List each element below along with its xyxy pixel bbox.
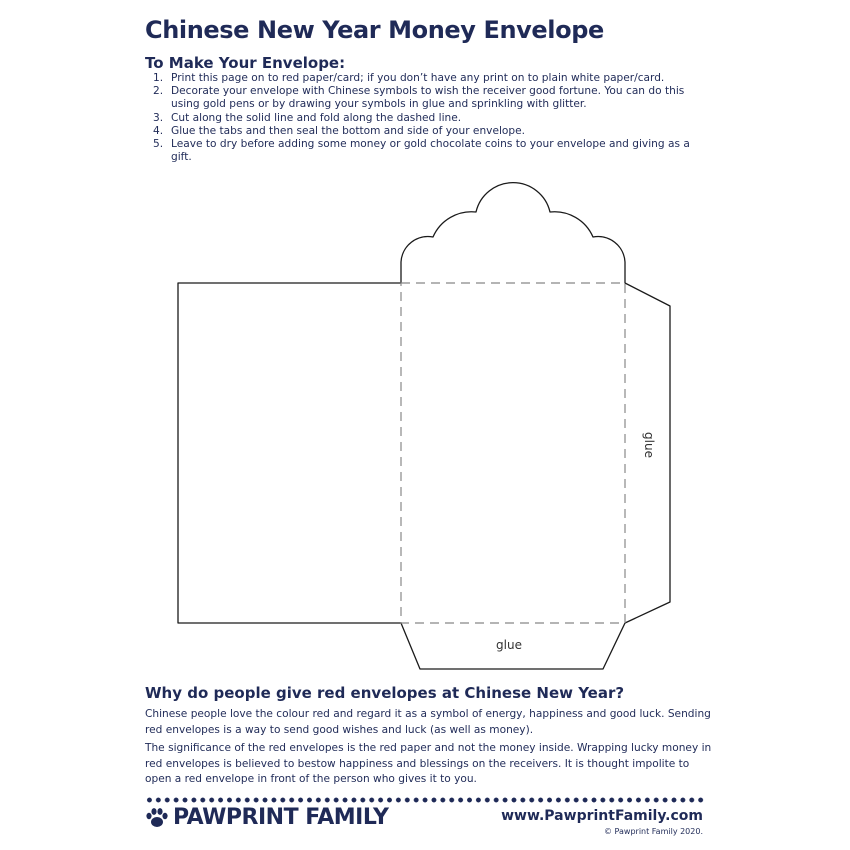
copyright-notice: © Pawprint Family 2020.: [604, 827, 703, 836]
step-number: 3.: [153, 111, 164, 124]
why-heading: Why do people give red envelopes at Chinese New Year?: [145, 684, 625, 702]
step-text: Print this page on to red paper/card; if you don’t have any print on to plain white paper/card.: [171, 72, 665, 84]
step-number: 4.: [153, 124, 164, 137]
step-text: Cut along the solid line and fold along the dashed line.: [171, 111, 462, 124]
bottom-tab-glue-label: glue: [496, 638, 522, 652]
envelope-cut-outline: [178, 183, 670, 669]
instructions-heading: To Make Your Envelope:: [145, 54, 346, 72]
page-title: Chinese New Year Money Envelope: [145, 16, 604, 44]
website-url: www.PawprintFamily.com: [501, 808, 703, 824]
brand-logo: [145, 805, 388, 830]
why-paragraph-1: Chinese people love the colour red and regard it as a symbol of energy, happiness and good luck. Sending red envelopes is a way to send good wishes and luck (as well as money).: [145, 708, 711, 736]
dotted-divider: [145, 797, 705, 803]
step-text: Glue the tabs and then seal the bottom and side of your envelope.: [171, 124, 525, 137]
step-number: 1.: [153, 72, 164, 84]
step-number: 2.: [153, 85, 164, 98]
step-number: 5.: [153, 138, 164, 151]
step-text: Leave to dry before adding some money or gold chocolate coins to your envelope and giving as a gift.: [171, 138, 690, 164]
paw-icon: [145, 807, 169, 829]
brand-name: PAWPRINT FAMILY: [173, 805, 389, 830]
why-paragraph-2: The significance of the red envelopes is the red paper and not the money inside. Wrapping lucky money in red envelopes is believed to bestow happiness and blessings on the receivers. It is thought impolite to open a red envelope in front of the person who gives it to you.: [145, 742, 712, 785]
side-tab-glue-label: glue: [642, 432, 656, 458]
step-text: Decorate your envelope with Chinese symbols to wish the receiver good fortune. You can do this using gold pens or by drawing your symbols in glue and sprinkling with glitter.: [171, 85, 685, 111]
